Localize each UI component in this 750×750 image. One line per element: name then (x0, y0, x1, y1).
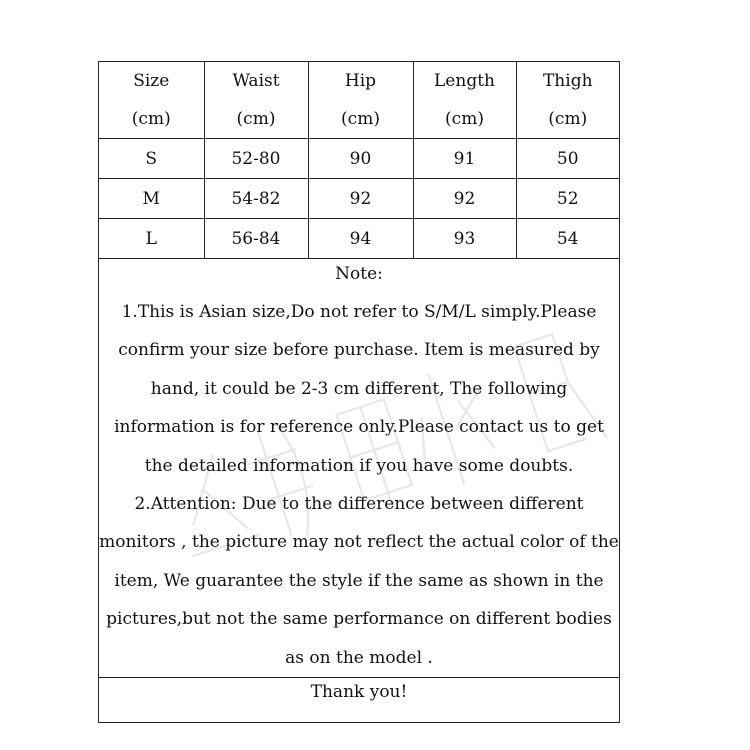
size-table (99, 62, 619, 259)
header-unit: (cm) (341, 109, 380, 129)
header-unit: (cm) (236, 109, 276, 129)
cell-waist: 54-82 (204, 179, 308, 219)
size-chart-sheet (98, 61, 620, 723)
header-label: Hip (344, 71, 377, 91)
header-length (413, 62, 516, 139)
cell-size: M (99, 179, 204, 219)
cell-waist: 56-84 (204, 219, 308, 259)
cell-length: 91 (413, 139, 516, 179)
cell-thigh: 50 (516, 139, 619, 179)
note-title: Note: (335, 264, 383, 284)
header-label: Size (133, 71, 170, 91)
cell-thigh: 54 (516, 219, 619, 259)
table-row (99, 179, 619, 219)
cell-thigh: 52 (516, 179, 619, 219)
header-unit: (cm) (131, 109, 171, 129)
table-row (99, 139, 619, 179)
header-label: Length (434, 71, 495, 91)
header-label: Waist (232, 71, 280, 91)
note-section (99, 255, 619, 677)
header-hip (308, 62, 413, 139)
header-thigh (516, 62, 619, 139)
header-label: Thigh (542, 71, 593, 91)
header-waist (204, 62, 308, 139)
note-paragraph-2: 2.Attention: Due to the difference between different monitors , the picture may not reflect the actual color of the item, We guarantee the style if the same as shown in the pictures,but not the same performance on different bodies as on the model . (99, 494, 619, 668)
table-row (99, 219, 619, 259)
header-size (99, 62, 204, 139)
cell-length: 92 (413, 179, 516, 219)
cell-hip: 90 (308, 139, 413, 179)
header-unit: (cm) (548, 109, 588, 129)
cell-length: 93 (413, 219, 516, 259)
cell-waist: 52-80 (204, 139, 308, 179)
note-paragraph-1: 1.This is Asian size,Do not refer to S/M/L simply.Please confirm your size before purchase. Item is measured by hand, it could be 2-3 cm different, The following information is for reference only.Please contact us to get the detailed information if you have some doubts. (114, 302, 604, 476)
header-unit: (cm) (445, 109, 484, 129)
cell-size: L (99, 219, 204, 259)
table-header-row (99, 62, 619, 139)
cell-hip: 94 (308, 219, 413, 259)
thank-you-text: Thank you! (310, 682, 408, 702)
cell-hip: 92 (308, 179, 413, 219)
cell-size: S (99, 139, 204, 179)
